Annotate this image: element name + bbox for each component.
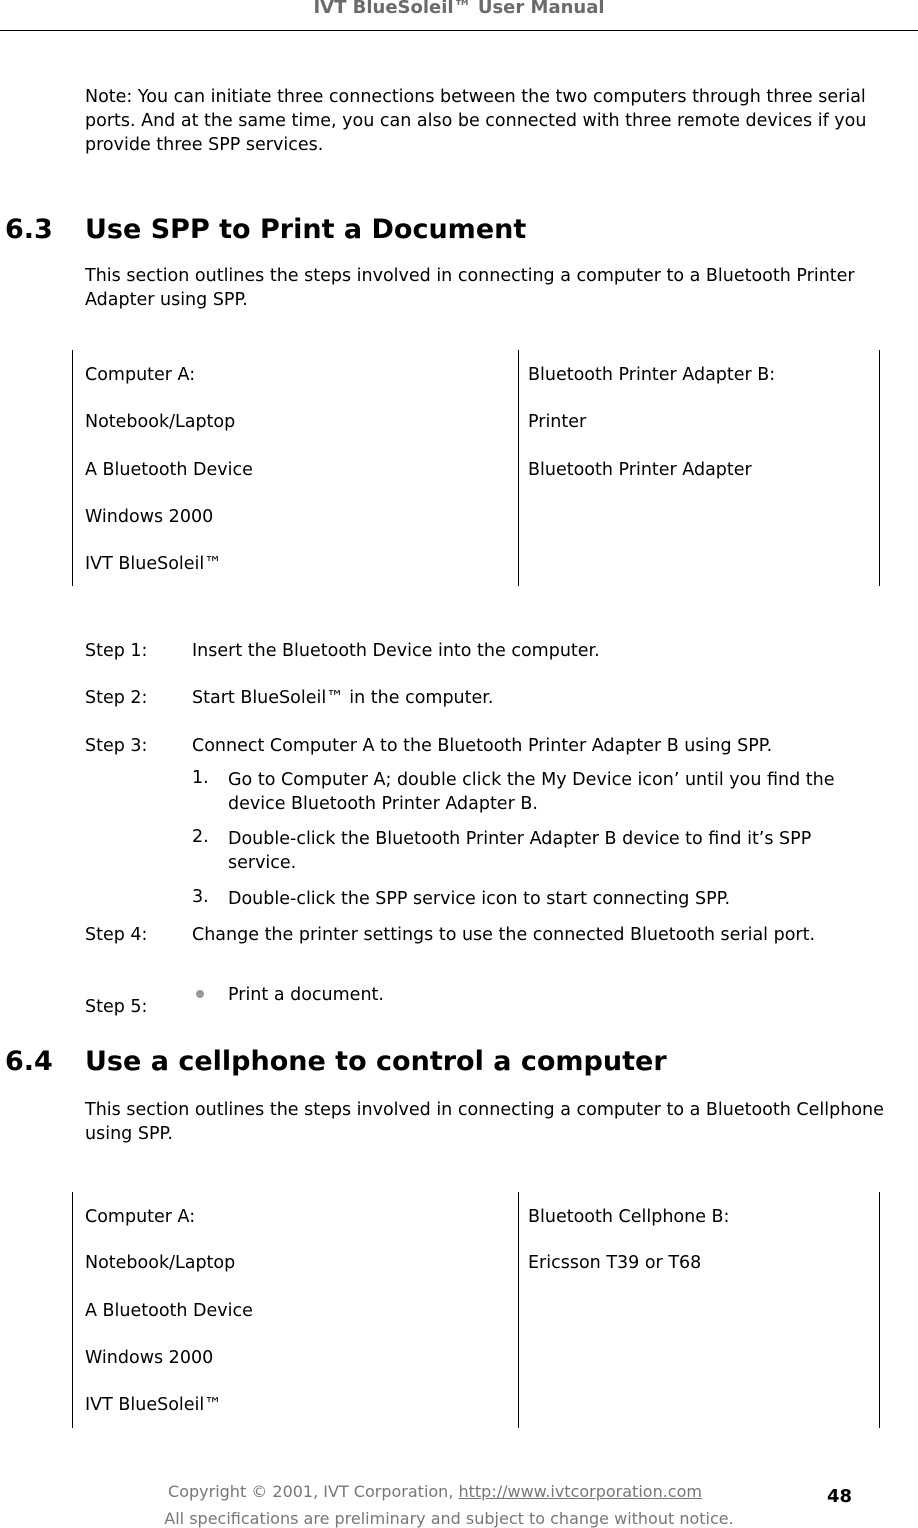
footer-copyright bbox=[0, 1482, 870, 1501]
substep-text: Go to Computer A; double click the My Device icon’ until you find the device Bluetooth Printer Adapter B. bbox=[228, 770, 835, 814]
substep-number: 2. bbox=[192, 827, 209, 847]
section-intro: This section outlines the steps involved in connecting a computer to a Bluetooth Printer Adapter using SPP. bbox=[85, 266, 855, 310]
section-number: 6.3 bbox=[5, 214, 53, 245]
section-title: Use a cellphone to control a computer bbox=[85, 1046, 667, 1077]
table-divider bbox=[518, 1192, 519, 1428]
table-border-left bbox=[72, 350, 73, 586]
step-label: Step 3: bbox=[85, 736, 148, 756]
table-cell: Notebook/Laptop bbox=[85, 412, 236, 432]
step-label: Step 5: bbox=[85, 997, 148, 1017]
section-heading-6-4 bbox=[5, 1046, 667, 1077]
company-link[interactable]: http://www.ivtcorporation.com bbox=[458, 1482, 702, 1501]
table-border-right bbox=[879, 350, 880, 586]
bullet-icon bbox=[196, 990, 204, 998]
table-cell: Computer A: bbox=[85, 365, 196, 385]
step-text: Print a document. bbox=[228, 985, 384, 1005]
step-text: Start BlueSoleil™ in the computer. bbox=[192, 688, 494, 708]
section-heading-6-3 bbox=[5, 214, 526, 245]
table-cell: Notebook/Laptop bbox=[85, 1253, 236, 1273]
substep-number: 3. bbox=[192, 887, 209, 907]
table-cell: Ericsson T39 or T68 bbox=[528, 1253, 702, 1273]
substep-text: Double-click the SPP service icon to start connecting SPP. bbox=[228, 889, 731, 909]
table-cell: Computer A: bbox=[85, 1207, 196, 1227]
page-number: 48 bbox=[827, 1486, 853, 1507]
substep-number: 1. bbox=[192, 768, 209, 788]
note-paragraph: Note: You can initiate three connections between the two computers through three serial ports. And at the same time, you can also be connected with three remote devices if you provide three SPP services. bbox=[85, 87, 867, 155]
table-cell: IVT BlueSoleil™ bbox=[85, 554, 222, 574]
equipment-table bbox=[72, 350, 880, 586]
table-cell: A Bluetooth Device bbox=[85, 460, 253, 480]
substep-text: Double-click the Bluetooth Printer Adapter B device to find it’s SPP service. bbox=[228, 829, 812, 873]
table-divider bbox=[518, 350, 519, 586]
section-number: 6.4 bbox=[5, 1046, 53, 1077]
copyright-text: Copyright © 2001, IVT Corporation, bbox=[168, 1482, 459, 1501]
table-cell: Windows 2000 bbox=[85, 507, 214, 527]
table-border-left bbox=[72, 1192, 73, 1428]
running-header: IVT BlueSoleil™ User Manual bbox=[313, 0, 605, 18]
equipment-table bbox=[72, 1192, 880, 1428]
step-text: Insert the Bluetooth Device into the computer. bbox=[192, 641, 600, 661]
table-border-right bbox=[879, 1192, 880, 1428]
section-intro: This section outlines the steps involved in connecting a computer to a Bluetooth Cellphone using SPP. bbox=[85, 1100, 884, 1144]
table-cell: A Bluetooth Device bbox=[85, 1301, 253, 1321]
step-text: Connect Computer A to the Bluetooth Printer Adapter B using SPP. bbox=[192, 736, 773, 756]
table-cell: IVT BlueSoleil™ bbox=[85, 1395, 222, 1415]
step-label: Step 1: bbox=[85, 641, 148, 661]
table-cell: Windows 2000 bbox=[85, 1348, 214, 1368]
table-cell: Bluetooth Printer Adapter bbox=[528, 460, 752, 480]
table-cell: Printer bbox=[528, 412, 587, 432]
table-cell: Bluetooth Cellphone B: bbox=[528, 1207, 730, 1227]
section-title: Use SPP to Print a Document bbox=[85, 214, 527, 245]
step-text: Change the printer settings to use the connected Bluetooth serial port. bbox=[192, 925, 816, 945]
step-label: Step 4: bbox=[85, 925, 148, 945]
table-cell: Bluetooth Printer Adapter B: bbox=[528, 365, 776, 385]
step-label: Step 2: bbox=[85, 688, 148, 708]
header-rule bbox=[0, 30, 918, 31]
footer-disclaimer: All specifications are preliminary and subject to change without notice. bbox=[164, 1509, 734, 1528]
